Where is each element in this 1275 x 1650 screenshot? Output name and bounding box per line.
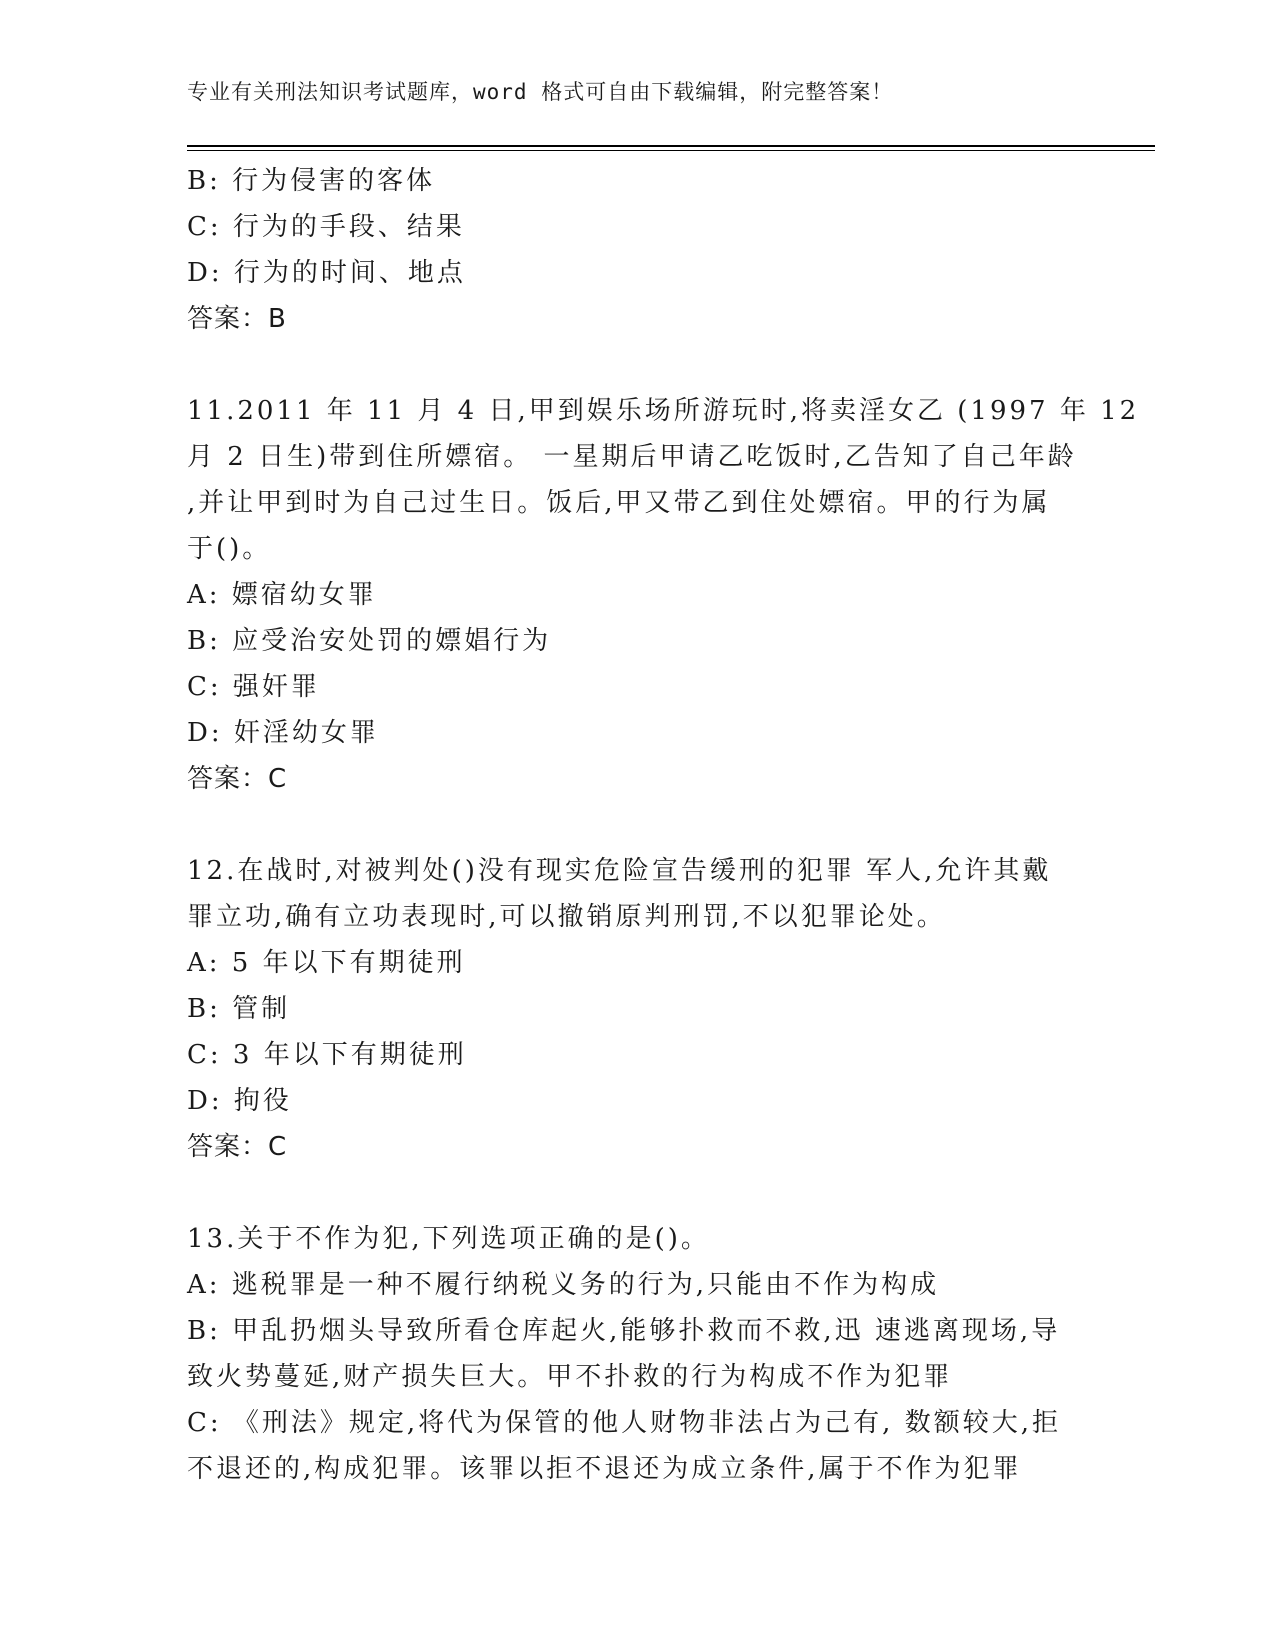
q11-answer: 答案：C (187, 764, 288, 794)
document-body (187, 158, 1140, 1492)
q13-option-b-line-2: 致火势蔓延,财产损失巨大。甲不扑救的行为构成不作为犯罪 (187, 1362, 953, 1392)
q11-option-d: D: 奸淫幼女罪 (187, 718, 379, 748)
q11-stem-line-1: 11.2011 年 11 月 4 日,甲到娱乐场所游玩时,将卖淫女乙 (1997 年 12 (187, 396, 1140, 426)
q10-option-c: C: 行为的手段、结果 (187, 212, 465, 242)
q11-stem-line-2: 月 2 日生)带到住所嫖宿。 一星期后甲请乙吃饭时,乙告知了自己年龄 (187, 442, 1077, 472)
q11-option-b: B: 应受治安处罚的嫖娼行为 (187, 626, 552, 656)
q12-option-b: B: 管制 (187, 994, 291, 1024)
q10-answer: 答案：B (187, 304, 287, 334)
q11-option-c: C: 强奸罪 (187, 672, 320, 702)
q13-stem-line-1: 13.关于不作为犯,下列选项正确的是()。 (187, 1224, 710, 1254)
q11-option-a: A: 嫖宿幼女罪 (187, 580, 377, 610)
header-divider-thin (187, 150, 1155, 151)
q10-option-d: D: 行为的时间、地点 (187, 258, 466, 288)
q12-option-a: A: 5 年以下有期徒刑 (187, 948, 466, 978)
q11-stem-line-3: ,并让甲到时为自己过生日。饭后,甲又带乙到住处嫖宿。甲的行为属 (187, 488, 1051, 518)
spacer (187, 342, 1092, 388)
q12-stem-line-1: 12.在战时,对被判处()没有现实危险宣告缓刑的犯罪 军人,允许其戴 (187, 856, 1052, 886)
q12-option-c: C: 3 年以下有期徒刑 (187, 1040, 467, 1070)
page-header-title: 专业有关刑法知识考试题库，word 格式可自由下载编辑，附完整答案！ (187, 80, 894, 104)
q11-stem-line-4: 于()。 (187, 534, 272, 564)
q12-stem-line-2: 罪立功,确有立功表现时,可以撤销原判刑罚,不以犯罪论处。 (187, 902, 946, 932)
q13-option-b-line-1: B: 甲乱扔烟头导致所看仓库起火,能够扑救而不救,迅 速逃离现场,导 (187, 1316, 1061, 1346)
q12-option-d: D: 拘役 (187, 1086, 292, 1116)
spacer (187, 802, 1092, 848)
header-divider-thick (187, 145, 1155, 147)
q10-option-b: B: 行为侵害的客体 (187, 166, 436, 196)
q13-option-c-line-2: 不退还的,构成犯罪。该罪以拒不退还为成立条件,属于不作为犯罪 (187, 1454, 1022, 1484)
spacer (187, 1170, 1092, 1216)
q13-option-c-line-1: C: 《刑法》规定,将代为保管的他人财物非法占为己有, 数额较大,拒 (187, 1408, 1061, 1438)
q13-option-a: A: 逃税罪是一种不履行纳税义务的行为,只能由不作为构成 (187, 1270, 940, 1300)
q12-answer: 答案：C (187, 1132, 288, 1162)
